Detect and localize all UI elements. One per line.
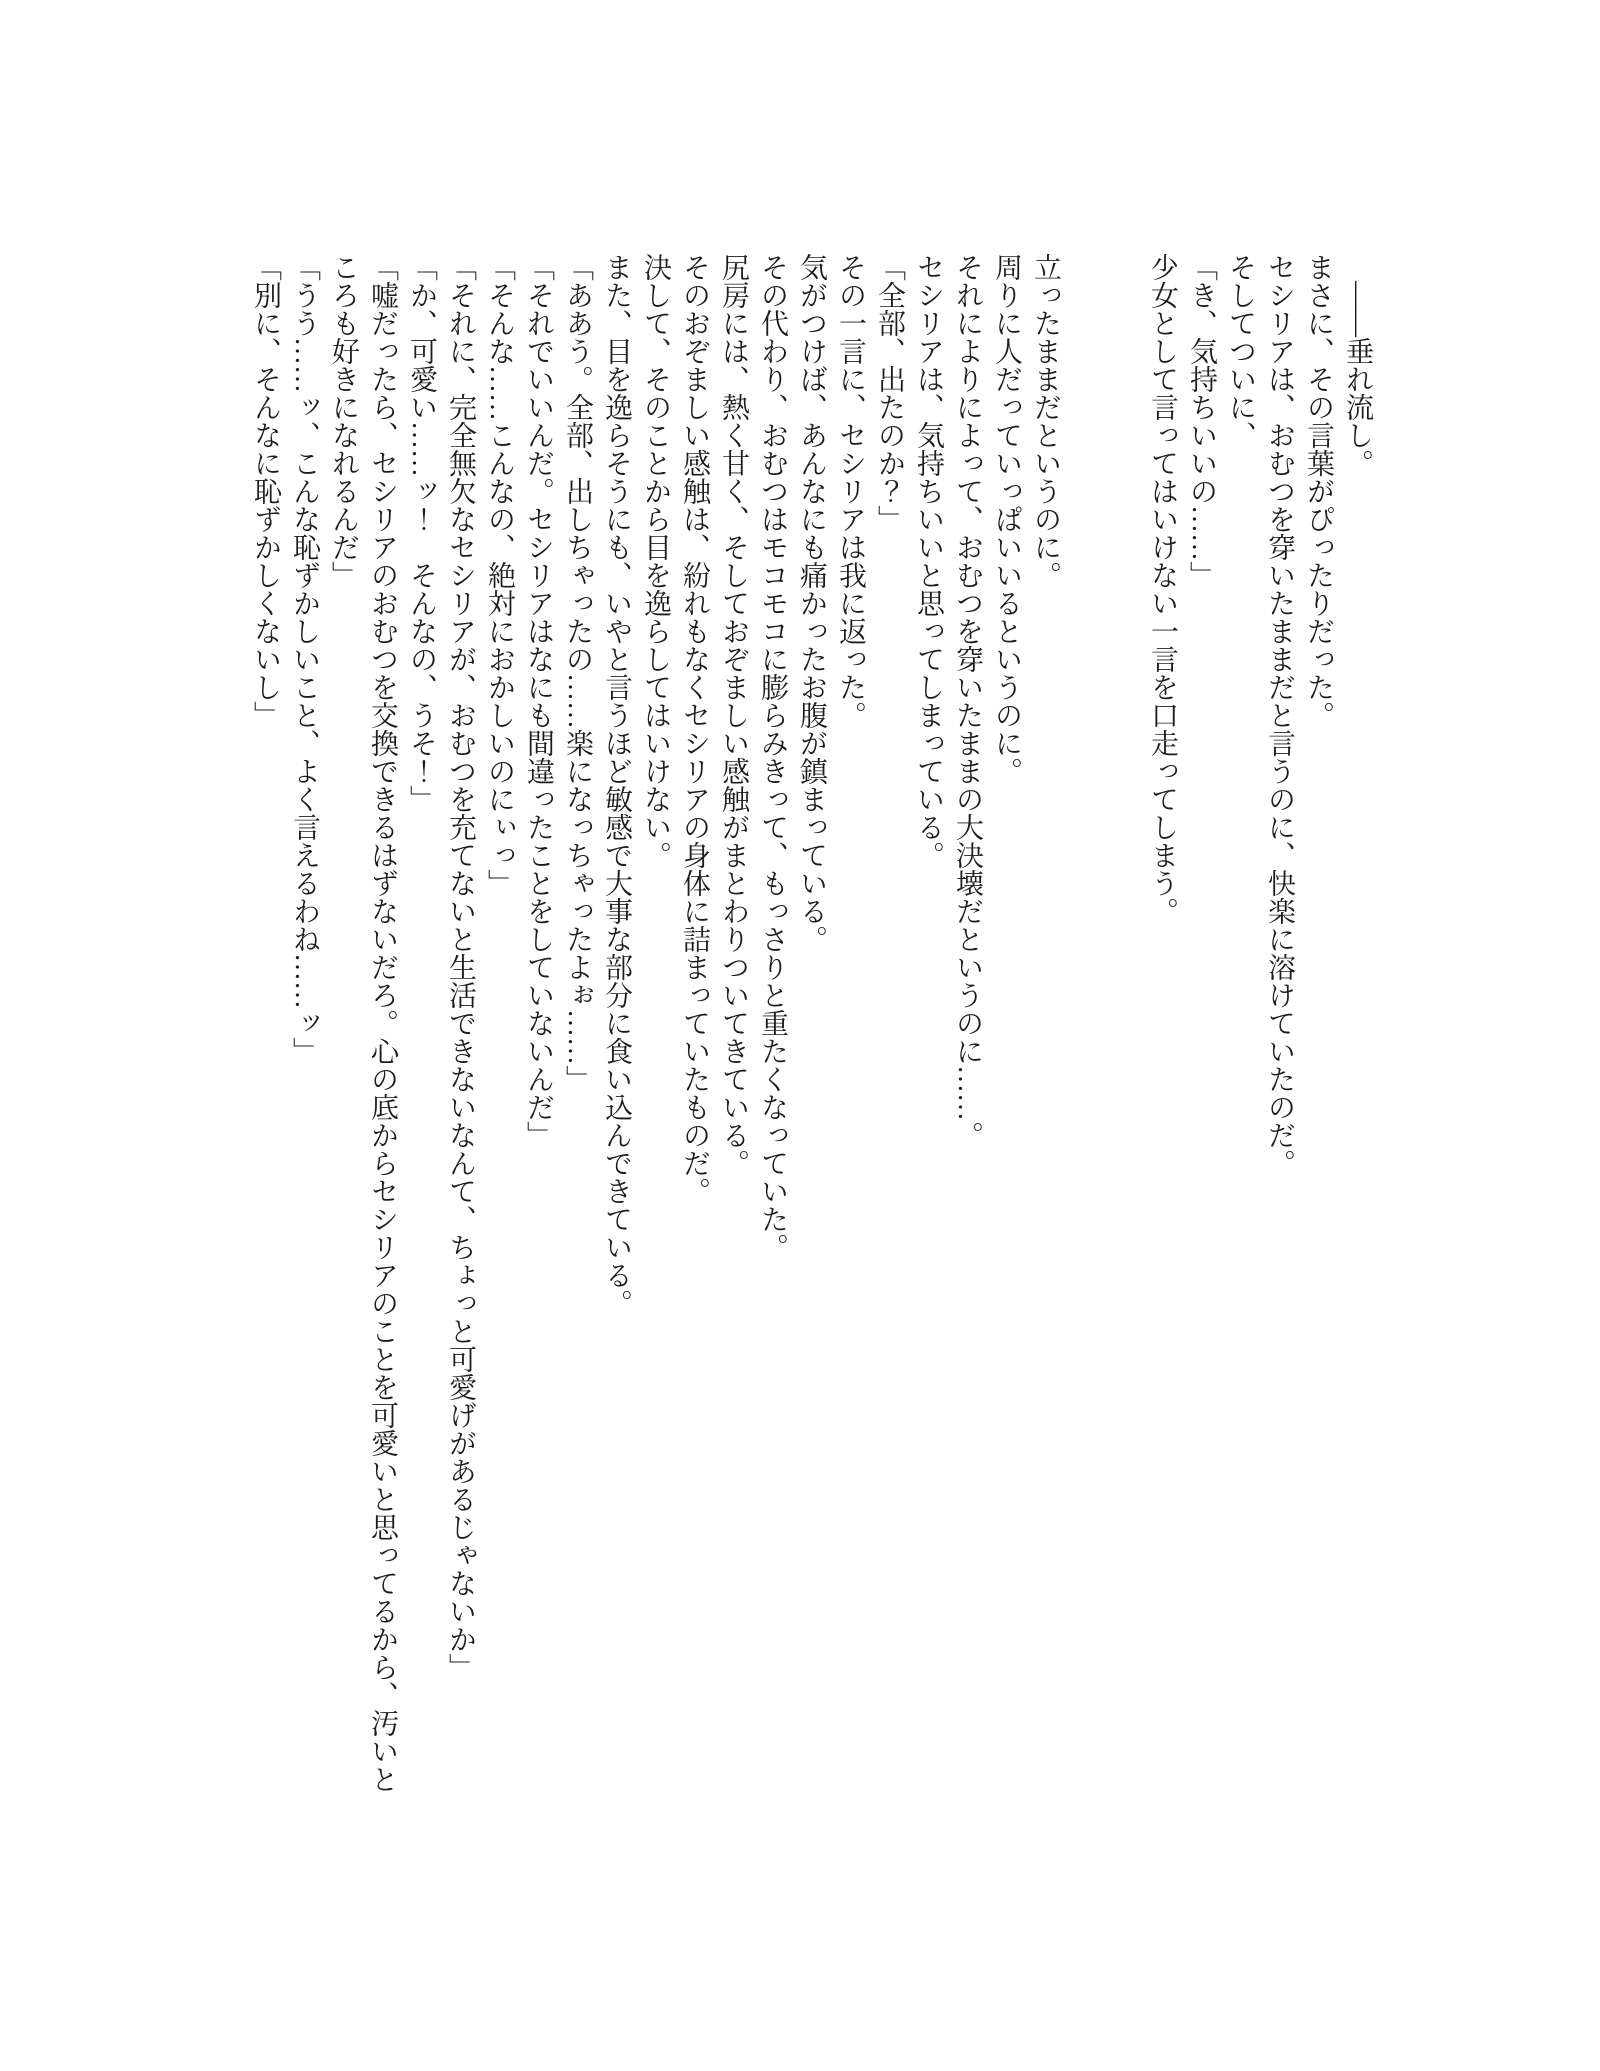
text-line: そしてついに、 <box>1225 253 1256 449</box>
text-line: 「そんな……こんなの、絶対におかしいのにぃっ」 <box>484 253 515 897</box>
text-line: その一言に、セシリアは我に返った。 <box>835 253 866 729</box>
text-line: 立ったままだというのに。 <box>1030 253 1061 589</box>
text-line: 「別に、そんなに恥ずかしくないし」 <box>250 253 281 729</box>
text-line: 「それに、完全無欠なセシリアが、おむつを充てないと生活できないなんて、ちょっと可愛げがあるじゃないか」 <box>445 253 476 1681</box>
text-line <box>1104 253 1143 1807</box>
text-line: そのおぞましい感触は、紛れもなくセシリアの身体に詰まっていたものだ。 <box>679 253 710 1205</box>
text-line <box>1065 253 1104 1807</box>
text-line: また、目を逸らそうにも、いやと言うほど敏感で大事な部分に食い込んできている。 <box>601 253 632 1317</box>
text-line: 「それでいいんだ。セシリアはなにも間違ったことをしていないんだ」 <box>523 253 554 1149</box>
text-line: それによりによって、おむつを穿いたままの大決壊だというのに……。 <box>952 253 983 1149</box>
text-line: 周りに人だっていっぱいいるというのに。 <box>991 253 1022 785</box>
vertical-text-block <box>246 253 1377 1807</box>
text-line: 「き、気持ちいいの……」 <box>1186 253 1217 589</box>
text-line: 「うう……ッ、こんな恥ずかしいこと、よく言えるわね……ッ」 <box>289 253 320 1065</box>
text-line: ――垂れ流し。 <box>1342 281 1373 477</box>
text-line: セシリアは、おむつを穿いたままだと言うのに、快楽に溶けていたのだ。 <box>1264 253 1295 1177</box>
text-line: 少女として言ってはいけない一言を口走ってしまう。 <box>1147 253 1178 925</box>
text-line: 気がつけば、あんなにも痛かったお腹が鎮まっている。 <box>796 253 827 953</box>
text-line: 「か、可愛い……ッ！ そんなの、うそ！」 <box>406 253 437 813</box>
text-line: セシリアは、気持ちいいと思ってしまっている。 <box>913 253 944 869</box>
text-line: 「嘘だったら、セシリアのおむつを交換できるはずないだろ。心の底からセシリアのことを可愛いと思ってるから、汚いところも好きになれるんだ」 <box>328 253 398 1793</box>
text-line: 「ああう。全部、出しちゃったの……楽になっちゃったよぉ……」 <box>562 253 593 1093</box>
text-line: その代わり、おむつはモコモコに膨らみきって、もっさりと重たくなっていた。 <box>757 253 788 1261</box>
text-line: 尻房には、熱く甘く、そしておぞましい感触がまとわりついてきている。 <box>718 253 749 1177</box>
text-line: まさに、その言葉がぴったりだった。 <box>1303 253 1334 729</box>
text-line: 決して、そのことから目を逸らしてはいけない。 <box>640 253 671 869</box>
text-line: 「全部、出たのか？」 <box>874 253 905 533</box>
